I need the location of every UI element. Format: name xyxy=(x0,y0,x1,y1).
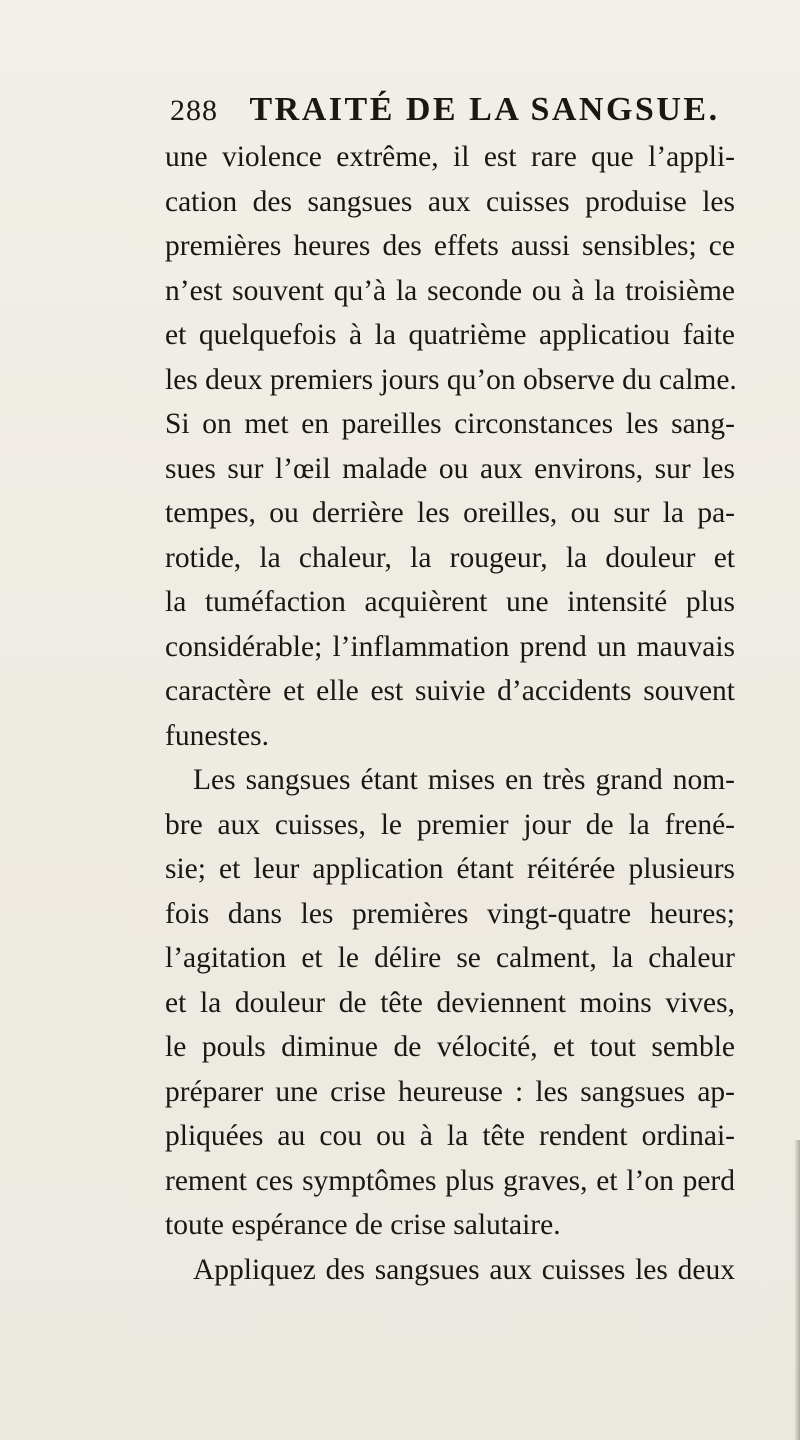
text-line: fois dans les premières vingt-quatre heures; xyxy=(165,897,735,930)
text-line: rotide, la chaleur, la rougeur, la douleur et xyxy=(165,541,735,574)
text-line: considérable; l’inflammation prend un mauvais xyxy=(165,630,735,663)
text-line: Appliquez des sangsues aux cuisses les deux xyxy=(193,1253,735,1286)
text-line: une violence extrême, il est rare que l’appli- xyxy=(165,141,735,173)
text-line: tempes, ou derrière les oreilles, ou sur la pa- xyxy=(165,497,735,529)
text-line: cation des sangsues aux cuisses produise les xyxy=(165,185,735,218)
running-title: TRAITÉ DE LA SANGSUE. xyxy=(249,91,720,128)
text-line: Les sangsues étant mises en très grand nom- xyxy=(193,764,735,796)
text-line: caractère et elle est suivie d’accidents souvent xyxy=(165,675,735,707)
text-line: sues sur l’œil malade ou aux environs, sur les xyxy=(165,452,735,485)
page-header xyxy=(170,90,730,130)
page-number: 288 xyxy=(170,94,218,127)
text-line: pliquées au cou ou à la tête rendent ordinai- xyxy=(165,1120,735,1152)
text-line: sie; et leur application étant réitérée plusieurs xyxy=(165,853,735,885)
text-line: bre aux cuisses, le premier jour de la frené- xyxy=(165,808,735,841)
text-line: premières heures des effets aussi sensibles; ce xyxy=(165,230,735,262)
text-line: funestes. xyxy=(165,719,270,752)
text-line: les deux premiers jours qu’on observe du calme. xyxy=(165,363,737,396)
page-edge-shadow xyxy=(794,1140,800,1440)
text-line: et quelquefois à la quatrième applicatiou faite xyxy=(165,319,735,351)
text-line: n’est souvent qu’à la seconde ou à la troisième xyxy=(165,274,735,307)
body-text xyxy=(165,135,735,1292)
text-line: et la douleur de tête deviennent moins vives, xyxy=(165,986,735,1019)
text-line: la tuméfaction acquièrent une intensité plus xyxy=(165,586,735,618)
text-line: le pouls diminue de vélocité, et tout semble xyxy=(165,1031,735,1063)
text-line: Si on met en pareilles circonstances les sang- xyxy=(165,408,735,440)
text-line: rement ces symptômes plus graves, et l’on perd xyxy=(165,1164,735,1197)
text-line: préparer une crise heureuse : les sangsues ap- xyxy=(165,1075,735,1108)
text-line: toute espérance de crise salutaire. xyxy=(165,1209,561,1241)
text-line: l’agitation et le délire se calment, la chaleur xyxy=(165,942,735,974)
